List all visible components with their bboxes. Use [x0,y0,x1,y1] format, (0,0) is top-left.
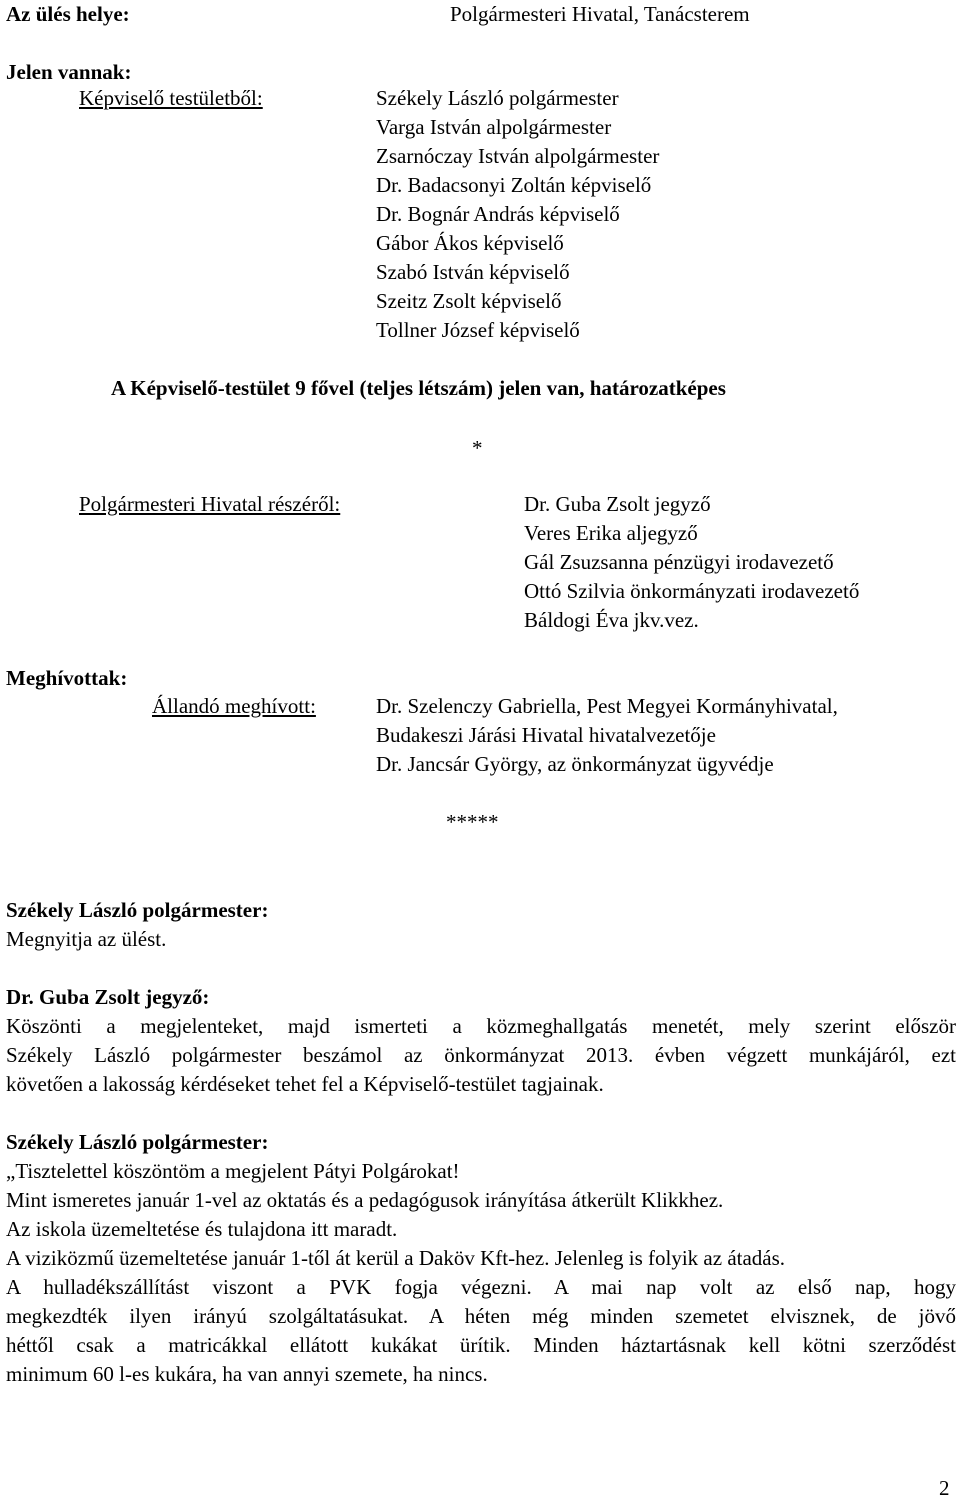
list-item: Dr. Bognár András képviselő [376,202,620,226]
speech-line: Mint ismeretes január 1-vel az oktatás és a pedagógusok irányítása átkerült Klikkhez. [6,1188,724,1212]
speech-line: „Tisztelettel köszöntöm a megjelent Pátyi Polgárokat! [6,1159,460,1183]
list-item: Budakeszi Járási Hivatal hivatalvezetője [376,723,716,747]
list-item: Varga István alpolgármester [376,115,612,139]
speech-line: Megnyitja az ülést. [6,927,167,951]
list-item: Ottó Szilvia önkormányzati irodavezető [524,579,860,603]
list-item: Dr. Badacsonyi Zoltán képviselő [376,173,652,197]
list-item: Dr. Szelenczy Gabriella, Pest Megyei Kormányhivatal, [376,694,838,718]
speaker-name: Székely László polgármester: [6,1130,269,1154]
list-item: Szabó István képviselő [376,260,570,284]
page-number: 2 [939,1476,950,1500]
speech-line: A viziközmű üzemeltetése január 1-től át kerül a Daköv Kft-hez. Jelenleg is folyik az átadás. [6,1246,786,1270]
list-item: Szeitz Zsolt képviselő [376,289,562,313]
venue-value: Polgármesteri Hivatal, Tanácsterem [450,2,750,26]
list-item: Gábor Ákos képviselő [376,231,564,255]
speech-line: Köszönti a megjelenteket, majd ismerteti a közmeghallgatás menetét, mely szerint először [6,1014,956,1038]
speech-line: héttől csak a matricákkal ellátott kukákat ürítik. Minden háztartásnak kell kötni szerződést [6,1333,956,1357]
speech-block-2 [6,983,956,1099]
speech-line: minimum 60 l-es kukára, ha van annyi szemete, ha nincs. [6,1362,488,1386]
venue-label: Az ülés helye: [6,2,130,26]
list-item: Báldogi Éva jkv.vez. [524,608,699,632]
present-sublabel: Képviselő testületből: [79,86,263,110]
office-label: Polgármesteri Hivatal részéről: [79,492,341,516]
guest-list [376,692,838,779]
list-item: Székely László polgármester [376,86,619,110]
invited-sublabel: Állandó meghívott: [152,694,316,718]
list-item: Gál Zsuzsanna pénzügyi irodavezető [524,550,834,574]
list-item: Veres Erika aljegyző [524,521,698,545]
list-item: Tollner József képviselő [376,318,580,342]
speech-block-3 [6,1128,956,1389]
list-item: Zsarnóczay István alpolgármester [376,144,660,168]
speech-line: Székely László polgármester beszámol az önkormányzat 2013. évben végzett munkájáról, ezt [6,1043,956,1067]
speech-line: megkezdték ilyen irányú szolgáltatásukat. A héten még minden szemetet elvisznek, de jövő [6,1304,956,1328]
list-item: Dr. Guba Zsolt jegyző [524,492,711,516]
separator-asterisk: * [472,436,483,460]
speech-line: követően a lakosság kérdéseket tehet fel a Képviselő-testület tagjainak. [6,1072,604,1096]
speech-block-1 [6,896,956,954]
quorum-statement: A Képviselő-testület 9 fővel (teljes létszám) jelen van, határozatképes [111,376,726,400]
speech-line: A hulladékszállítást viszont a PVK fogja végezni. A mai nap volt az első nap, hogy [6,1275,956,1299]
invited-heading: Meghívottak: [6,666,128,690]
speaker-name: Dr. Guba Zsolt jegyző: [6,985,210,1009]
speech-line: Az iskola üzemeltetése és tulajdona itt maradt. [6,1217,398,1241]
speaker-name: Székely László polgármester: [6,898,269,922]
member-list [376,84,659,345]
staff-list [524,490,859,635]
separator-stars: ***** [446,810,499,834]
list-item: Dr. Jancsár György, az önkormányzat ügyvédje [376,752,774,776]
present-heading: Jelen vannak: [6,60,132,84]
